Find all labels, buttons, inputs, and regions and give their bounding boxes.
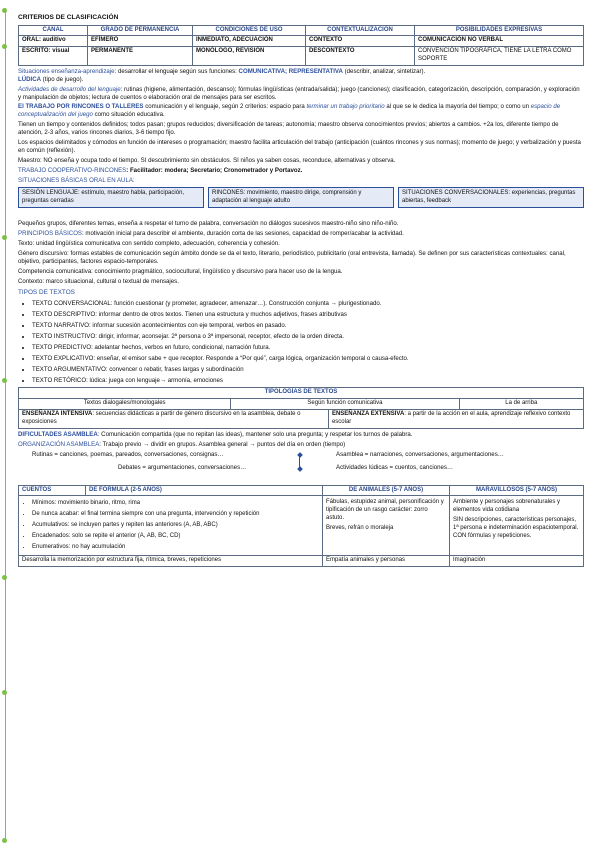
cell: La de arriba [459,399,583,410]
text: : a partir de la acción en el aula, aprendizaje reflexivo contexto escolar [331,411,571,425]
contexto-paragraph: Contexto: marco situacional, cultural o textual de mensajes. [18,277,179,285]
list-item: • Enumerativos: no hay acumulación [32,544,319,552]
table-row [19,47,584,66]
cell: Empatía animales y personas [323,556,450,567]
text: : motivación inicial para describir el ambiente, duración corta de las sesiones, capacidad de romper/acabar la actividad. [82,230,404,238]
margin-line [5,8,6,842]
item-name: TEXTO EXPLICATIVO [32,354,94,362]
principios-paragraph [18,230,584,238]
cell: COMUNICACIÓN NO VERBAL [415,36,584,47]
rincones-paragraph [18,103,584,119]
formula-cell [19,496,323,556]
connector-line [299,455,300,469]
text: : Trabajo previo → dividir en grupos. Asamblea general → puntos del día en orden (tiempo) [99,440,346,448]
list-item: • Acumulativos: se incluyen partes y repiten las anteriores (A, AB, ABC) [32,522,319,530]
th-posibilidades: POSIBILIDADES EXPRESIVAS [415,25,584,36]
list-item [32,300,584,308]
asamblea-label: Asamblea = narraciones, conversaciones, argumentaciones… [336,450,504,458]
bullet-dot-icon [2,378,7,383]
label: PRINCIPIOS BÁSICOS [18,230,82,238]
item-name: TEXTO ARGUMENTATIVO [32,365,106,373]
bullet-dot-icon [2,575,7,580]
cell: ORAL: auditivo [19,36,88,47]
item-desc: : dirigir, informar, aconsejar. 2ª persona o 3ª impersonal, receptor, efecto de la orden directa. [95,332,344,340]
tipos-heading: TIPOS DE TEXTOS [18,288,75,296]
box-sesion-lenguaje: SESIÓN LENGUAJE: estímulo, maestro habla, participación, preguntas cerradas [18,187,204,209]
cell: CONVENCIÓN TIPOGRÁFICA, TIENE LA LETRA COMO SOPORTE [415,47,584,66]
th-contextualizacion: CONTEXTUALIZACIÓN [306,25,415,36]
text: : secuencias didácticas a partir de género discursivo en la asamblea, debate o exposiciones [22,411,301,425]
item-name: TEXTO CONVERSACIONAL [32,300,111,308]
item-desc: : función cuestionar (y prometer, agradecer, amenazar…). Construcción conjunta → plurigestionado. [110,300,382,308]
list-item: • De nunca acabar: el final termina siempre con una pregunta, intervención y repetición [32,511,319,519]
item-name: TEXTO NARRATIVO [32,321,89,329]
emphasis: espacio de conceptualización del juego [18,103,561,119]
text: (describir, analizar, sintetizar). [342,67,426,75]
text: Breves, refrán o moraleja [326,524,394,531]
list-item: • Encadenados: solo se repite el anterior (A, AB, BC, CD) [32,533,319,541]
cell: INMEDIATO, ADECUACIÓN [193,36,306,47]
text: : rutinas (higiene, alimentación, descanso); fórmulas lingüísticas (entrada/salida); juego (canciones); clasificación, categorización, descripción, comparación, y exploración y manipulación de objetos; lectura de cuentos o elaboración oral de mensajes para ser escritos. [18,85,580,101]
bullet-dot-icon [2,690,7,695]
list-item [32,333,584,341]
text: SIN descripciones, características personajes, 1ª persona e indeterminación espaciotemporal. CON fórmulas y repeticiones. [453,516,579,539]
text: (tipo de juego). [41,75,84,83]
situaciones-basicas-heading: SITUACIONES BÁSICAS ORAL EN AULA: [18,176,135,184]
animales-cell [323,496,450,556]
text: Ambiente y personajes sobrenaturales y elementos vida cotidiana [453,499,561,514]
th-canal: CANAL [19,25,88,36]
tipos-list [32,300,584,384]
genero-paragraph: Género discursivo: formas estables de comunicación según ámbito donde se da el texto, literario, periodístico, publicitario (oral entrevista, llamada). Se definen por sus características contextuales: canal, objetivo, participantes, factores espacio-temporales. [18,250,566,266]
list-item: • Mínimos: movimiento binario, ritmo, rima [32,500,319,508]
situaciones-boxes [18,187,584,209]
item-name: TEXTO DESCRIPTIVO [32,311,96,319]
maravillosos-cell [450,496,584,556]
text: : desarrollar el lenguaje según sus funciones: [114,67,239,75]
item-name: TEXTO PREDICTIVO [32,343,92,351]
emphasis: COMUNICATIVA; REPRESENTATIVA [238,67,343,75]
cell: CONTEXTO [306,36,415,47]
label: LÚDICA [18,75,42,83]
cell: EFÍMERO [88,36,193,47]
maestro-paragraph: Maestro: NO enseña y ocupa todo el tiempo. SI descubrimiento sin obstáculos. SI niños ya saben cosas, reconduce, alternativas y observa. [18,156,396,164]
cell: Desarrolla la memorización por estructura fija, rítmica, breves, repeticiones [19,556,323,567]
cooperativo-paragraph [18,167,584,175]
label: ENSEÑANZA EXTENSIVA [331,411,405,418]
organizacion-paragraph [18,441,584,449]
th-maravillosos: MARAVILLOSOS (5-7 AÑOS) [450,485,584,496]
pequenos-paragraph: Pequeños grupos, diferentes temas, enseña a respetar el turno de palabra, conversación no diálogos sucesivos maestro-niño sino niño-niño. [18,220,399,228]
table-row [19,36,584,47]
cuentos-table [18,485,584,568]
ludicas-label: Actividades lúdicas = cuentos, canciones… [336,463,454,471]
list-item [32,311,584,319]
tipologias-table [18,387,584,428]
label: DIFICULTADES ASAMBLEA [18,430,98,438]
tipologias-title: TIPOLOGÍAS DE TEXTOS [19,388,584,399]
list-item [32,322,584,330]
dificultades-paragraph [18,431,584,439]
actividades-paragraph [18,86,584,102]
label: ENSEÑANZA INTENSIVA [22,411,93,418]
cell: MONÓLOGO, REVISIÓN [193,47,306,66]
list-item [32,366,584,374]
th-permanencia: GRADO DE PERMANENCIA [88,25,193,36]
item-name: TEXTO RETÓRICO [32,376,87,384]
cell: PERMANENTE [88,47,193,66]
extensiva-cell [328,410,583,429]
text: como situación educativa. [92,111,165,119]
item-desc: : lúdica: juega con lenguaje→ armonía, emociones [86,376,223,384]
bullet-dot-icon [2,8,7,13]
cell: DESCONTEXTO [306,47,415,66]
th-cuentos: CUENTOS [19,485,86,496]
document-body [18,14,584,567]
item-desc: : informar sucesión acontecimientos con eje temporal, verbos en pasado. [89,321,287,329]
competencia-paragraph: Competencia comunicativa: conocimiento pragmático, sociocultural, lingüístico y discursivo para hacer uso de la lengua. [18,267,343,275]
tiempo-paragraph: Tienen un tiempo y contenidos definidos; todos pasan; grupos reducidos; diversificación de tareas; autonomía; maestro observa conocimientos previos; abiertos a cambios. +2a los, diferente tiempo de atención, 2-3 años, varios rincones diarios, 3-6 tiempo fijo. [18,121,559,137]
text: comunicación y el lenguaje, según 2 criterios: espacio para [143,103,307,111]
asamblea-diagram [18,451,584,475]
label: El TRABAJO POR RINCONES O TALLERES [18,103,144,111]
cell: Textos dialogales/monologales [19,399,231,410]
text: : Facilitador: modera; Secretario; Cronometrador y Portavoz. [126,166,303,174]
list-item [32,377,584,385]
item-desc: : convencer o rebatir, frases largas y subordinación [105,365,244,373]
emphasis: terminar un trabajo prioritario [306,103,385,111]
item-desc: : enseñar, el emisor sabe + que receptor. Responde a “Por qué”, carga lógica, organización temporal o causa-efecto. [93,354,409,362]
label: TRABAJO COOPERATIVO-RINCONES [18,166,127,174]
intensiva-cell [19,410,329,429]
box-rincones: RINCONES: movimiento, maestro dirige, comprensión y adaptación al lenguaje adulto [208,187,394,209]
label: Situaciones enseñanza-aprendizaje [18,67,115,75]
item-desc: : informar dentro de otros textos. Tienen una estructura y muchos adjetivos, frases atributivas [95,311,347,319]
bullet-dot-icon [2,235,7,240]
page-title: CRITERIOS DE CLASIFICACIÓN [18,14,119,21]
list-item [32,355,584,363]
label: Actividades de desarrollo del lenguaje [18,85,121,93]
cell: Según función comunicativa [231,399,459,410]
text: al que se le dedica la mayoría del tiempo; o como un [384,103,531,111]
criteria-table [18,25,584,66]
bullet-dot-icon [2,44,7,49]
bullet-dot-icon [2,838,7,843]
item-name: TEXTO INSTRUCTIVO [32,332,96,340]
list-item [32,344,584,352]
text: : Comunicación compartida (que no repitan las ideas), mantener solo una pregunta; y respetar los turnos de palabra. [97,430,413,438]
espacios-paragraph: Los espacios delimitados y cómodos en función de intereses o programación; maestro facilita articulación del trabajo (anticipación (cuántos rincones y sus normas); momento de juego; y verbalización y puesta en común (reflexión). [18,139,581,155]
rutinas-label: Rutinas = canciones, poemas, pareados, conversaciones, consignas… [32,450,224,458]
label: ORGANIZACIÓN ASAMBLEA [18,440,100,448]
item-desc: : adelantar hechos, verbos en futuro, condicional, narración futura. [91,343,271,351]
th-animales: DE ANIMALES (5-7 AÑOS) [323,485,450,496]
debates-label: Debates = argumentaciones, conversaciones… [118,463,247,471]
box-conversacionales: SITUACIONES CONVERSACIONALES: experiencias, preguntas abiertas, feedback [398,187,584,209]
cell: Imaginación [450,556,584,567]
cell: ESCRITO: visual [19,47,88,66]
text: Fábulas, estupidez animal, personificación y tipificación de un rasgo carácter: zorro astuto. [326,499,444,521]
texto-paragraph: Texto: unidad lingüística comunicativa con sentido completo, adecuación, coherencia y cohesión. [18,240,280,248]
th-formula: DE FÓRMULA (2-5 AÑOS) [86,485,323,496]
th-condiciones: CONDICIONES DE USO [193,25,306,36]
situaciones-paragraph [18,68,584,84]
